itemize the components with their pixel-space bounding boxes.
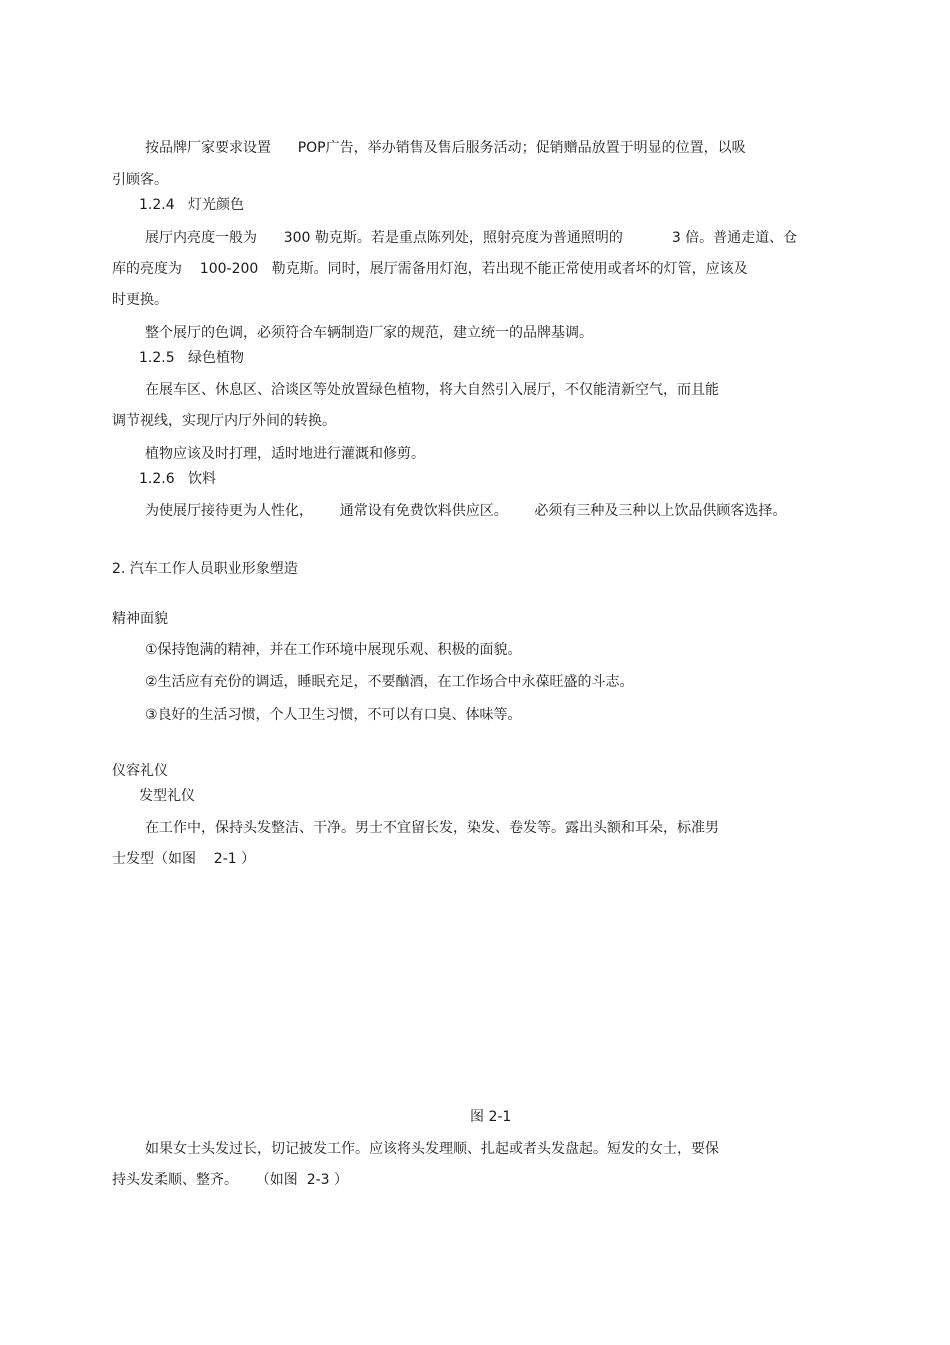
lighting-para-line-1: 展厅内亮度一般为 300 勒克斯。若是重点陈列处，照射亮度为普通照明的 3 倍。普通走道、仓 <box>145 230 798 246</box>
hair-heading: 发型礼仪 <box>139 788 195 804</box>
figure-caption: 图 2-1 <box>470 1109 512 1125</box>
heading-1-2-4: 1.2.4 灯光颜色 <box>139 197 244 213</box>
drinks-para: 为使展厅接待更为人性化， 通常设有免费饮料供应区。 必须有三种及三种以上饮品供顾客选择。 <box>145 503 787 519</box>
spirit-item-2: ②生活应有充份的调适，睡眠充足，不要酗酒，在工作场合中永葆旺盛的斗志。 <box>145 674 634 690</box>
lighting-para-line-3: 时更换。 <box>112 292 168 308</box>
color-tone-para: 整个展厅的色调，必须符合车辆制造厂家的规范，建立统一的品牌基调。 <box>145 325 593 341</box>
hair-para-2-line-1: 如果女士头发过长，切记披发工作。应该将头发理顺、扎起或者头发盘起。短发的女士，要保 <box>145 1141 719 1157</box>
hair-para-1-line-2: 士发型（如图 2-1 ） <box>112 851 256 867</box>
intro-line-1: 按品牌厂家要求设置 POP广告，举办销售及售后服务活动；促销赠品放置于明显的位置，以吸 <box>145 140 746 156</box>
plants-para-line-2: 调节视线，实现厅内厅外间的转换。 <box>112 413 336 429</box>
heading-section-2: 2. 汽车工作人员职业形象塑造 <box>112 561 298 577</box>
appearance-heading: 仪容礼仪 <box>112 763 168 779</box>
intro-line-2: 引顾客。 <box>112 172 168 188</box>
hair-para-2-line-2: 持头发柔顺、整齐。 （如图 2-3 ） <box>112 1172 349 1188</box>
heading-1-2-6: 1.2.6 饮料 <box>139 471 216 487</box>
lighting-para-line-2: 库的亮度为 100-200 勒克斯。同时，展厅需备用灯泡，若出现不能正常使用或者坏的灯管，应该及 <box>112 261 748 277</box>
plants-care-para: 植物应该及时打理，适时地进行灌溉和修剪。 <box>145 446 425 462</box>
plants-para-line-1: 在展车区、休息区、洽谈区等处放置绿色植物，将大自然引入展厅，不仅能清新空气，而且能 <box>145 382 719 398</box>
spirit-item-1: ①保持饱满的精神，并在工作环境中展现乐观、积极的面貌。 <box>145 642 522 658</box>
spirit-heading: 精神面貌 <box>112 611 168 627</box>
hair-para-1-line-1: 在工作中，保持头发整洁、干净。男士不宜留长发，染发、卷发等。露出头额和耳朵，标准男 <box>145 820 719 836</box>
heading-1-2-5: 1.2.5 绿色植物 <box>139 350 244 366</box>
spirit-item-3: ③良好的生活习惯，个人卫生习惯，不可以有口臭、体味等。 <box>145 707 522 723</box>
